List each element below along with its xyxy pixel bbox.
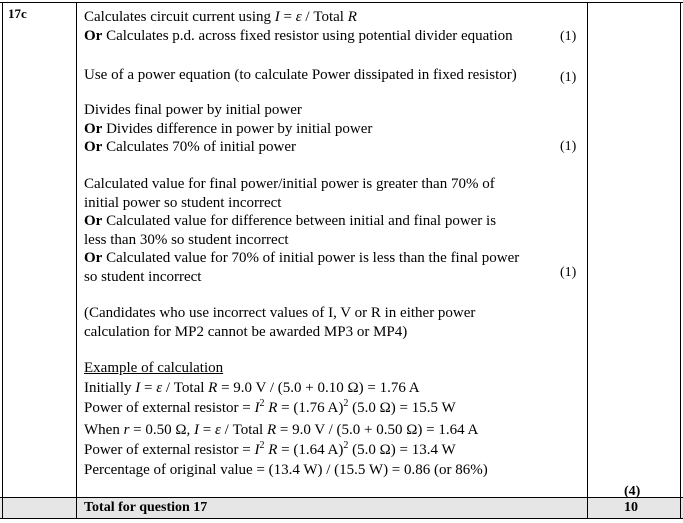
column-divider-2	[587, 2, 588, 519]
criterion-block	[84, 304, 554, 341]
question-number: 17c	[8, 6, 27, 21]
text-line: initial power so student incorrect	[84, 194, 282, 211]
total-label: Total for question 17	[84, 500, 208, 515]
text-line: Or Calculates 70% of initial power	[84, 139, 297, 155]
mark-value: (1)	[560, 70, 577, 85]
text-line: Use of a power equation (to calculate Power dissipated in fixed resistor)	[84, 67, 517, 83]
table-bottom-border	[0, 518, 683, 519]
criterion-block	[84, 8, 554, 45]
table-top-border	[0, 2, 683, 3]
text-line: Power of external resistor = $I^2$ R = (1.76 A)$^2$ (5.0 Ω) = 15.5 W	[84, 398, 456, 416]
text-line: Example of calculation	[84, 360, 224, 376]
mark-value: (1)	[560, 139, 577, 154]
criterion-block	[84, 175, 554, 286]
total-row-top-border	[0, 497, 683, 498]
text-line: so student incorrect	[84, 268, 202, 285]
text-line: less than 30% so student incorrect	[84, 231, 289, 248]
text-line: calculation for MP2 cannot be awarded MP3 or MP4)	[84, 323, 408, 340]
table-right-border	[680, 2, 681, 519]
text-line: Calculates circuit current using I = ε / Total R	[84, 9, 357, 25]
text-line: Divides final power by initial power	[84, 102, 302, 118]
criterion-block	[84, 66, 554, 85]
text-line: Or Calculates p.d. across fixed resistor using potential divider equation	[84, 27, 513, 44]
text-line: Percentage of original value = (13.4 W) / (15.5 W) = 0.86 (or 86%)	[84, 462, 488, 478]
column-divider-1	[76, 2, 77, 519]
text-line: Calculated value for final power/initial power is greater than 70% of	[84, 176, 495, 192]
text-line: When r = 0.50 Ω, I = ε / Total R = 9.0 V / (5.0 + 0.50 Ω) = 1.64 A	[84, 422, 479, 438]
text-line: (Candidates who use incorrect values of I, V or R in either power	[84, 305, 476, 321]
text-line: Or Calculated value for 70% of initial power is less than the final power	[84, 250, 520, 266]
subtotal-marks: (4)	[624, 484, 641, 499]
total-marks: 10	[624, 500, 638, 515]
text-line: Power of external resistor = $I^2$ R = (1.64 A)$^2$ (5.0 Ω) = 13.4 W	[84, 440, 456, 458]
mark-value: (1)	[560, 265, 577, 280]
mark-value: (1)	[560, 29, 577, 44]
text-line: Or Divides difference in power by initial power	[84, 120, 373, 137]
text-line: Or Calculated value for difference between initial and final power is	[84, 213, 497, 229]
text-line: Initially I = ε / Total R = 9.0 V / (5.0 + 0.10 Ω) = 1.76 A	[84, 380, 420, 396]
table-left-border	[2, 2, 3, 519]
criterion-block	[84, 101, 554, 157]
